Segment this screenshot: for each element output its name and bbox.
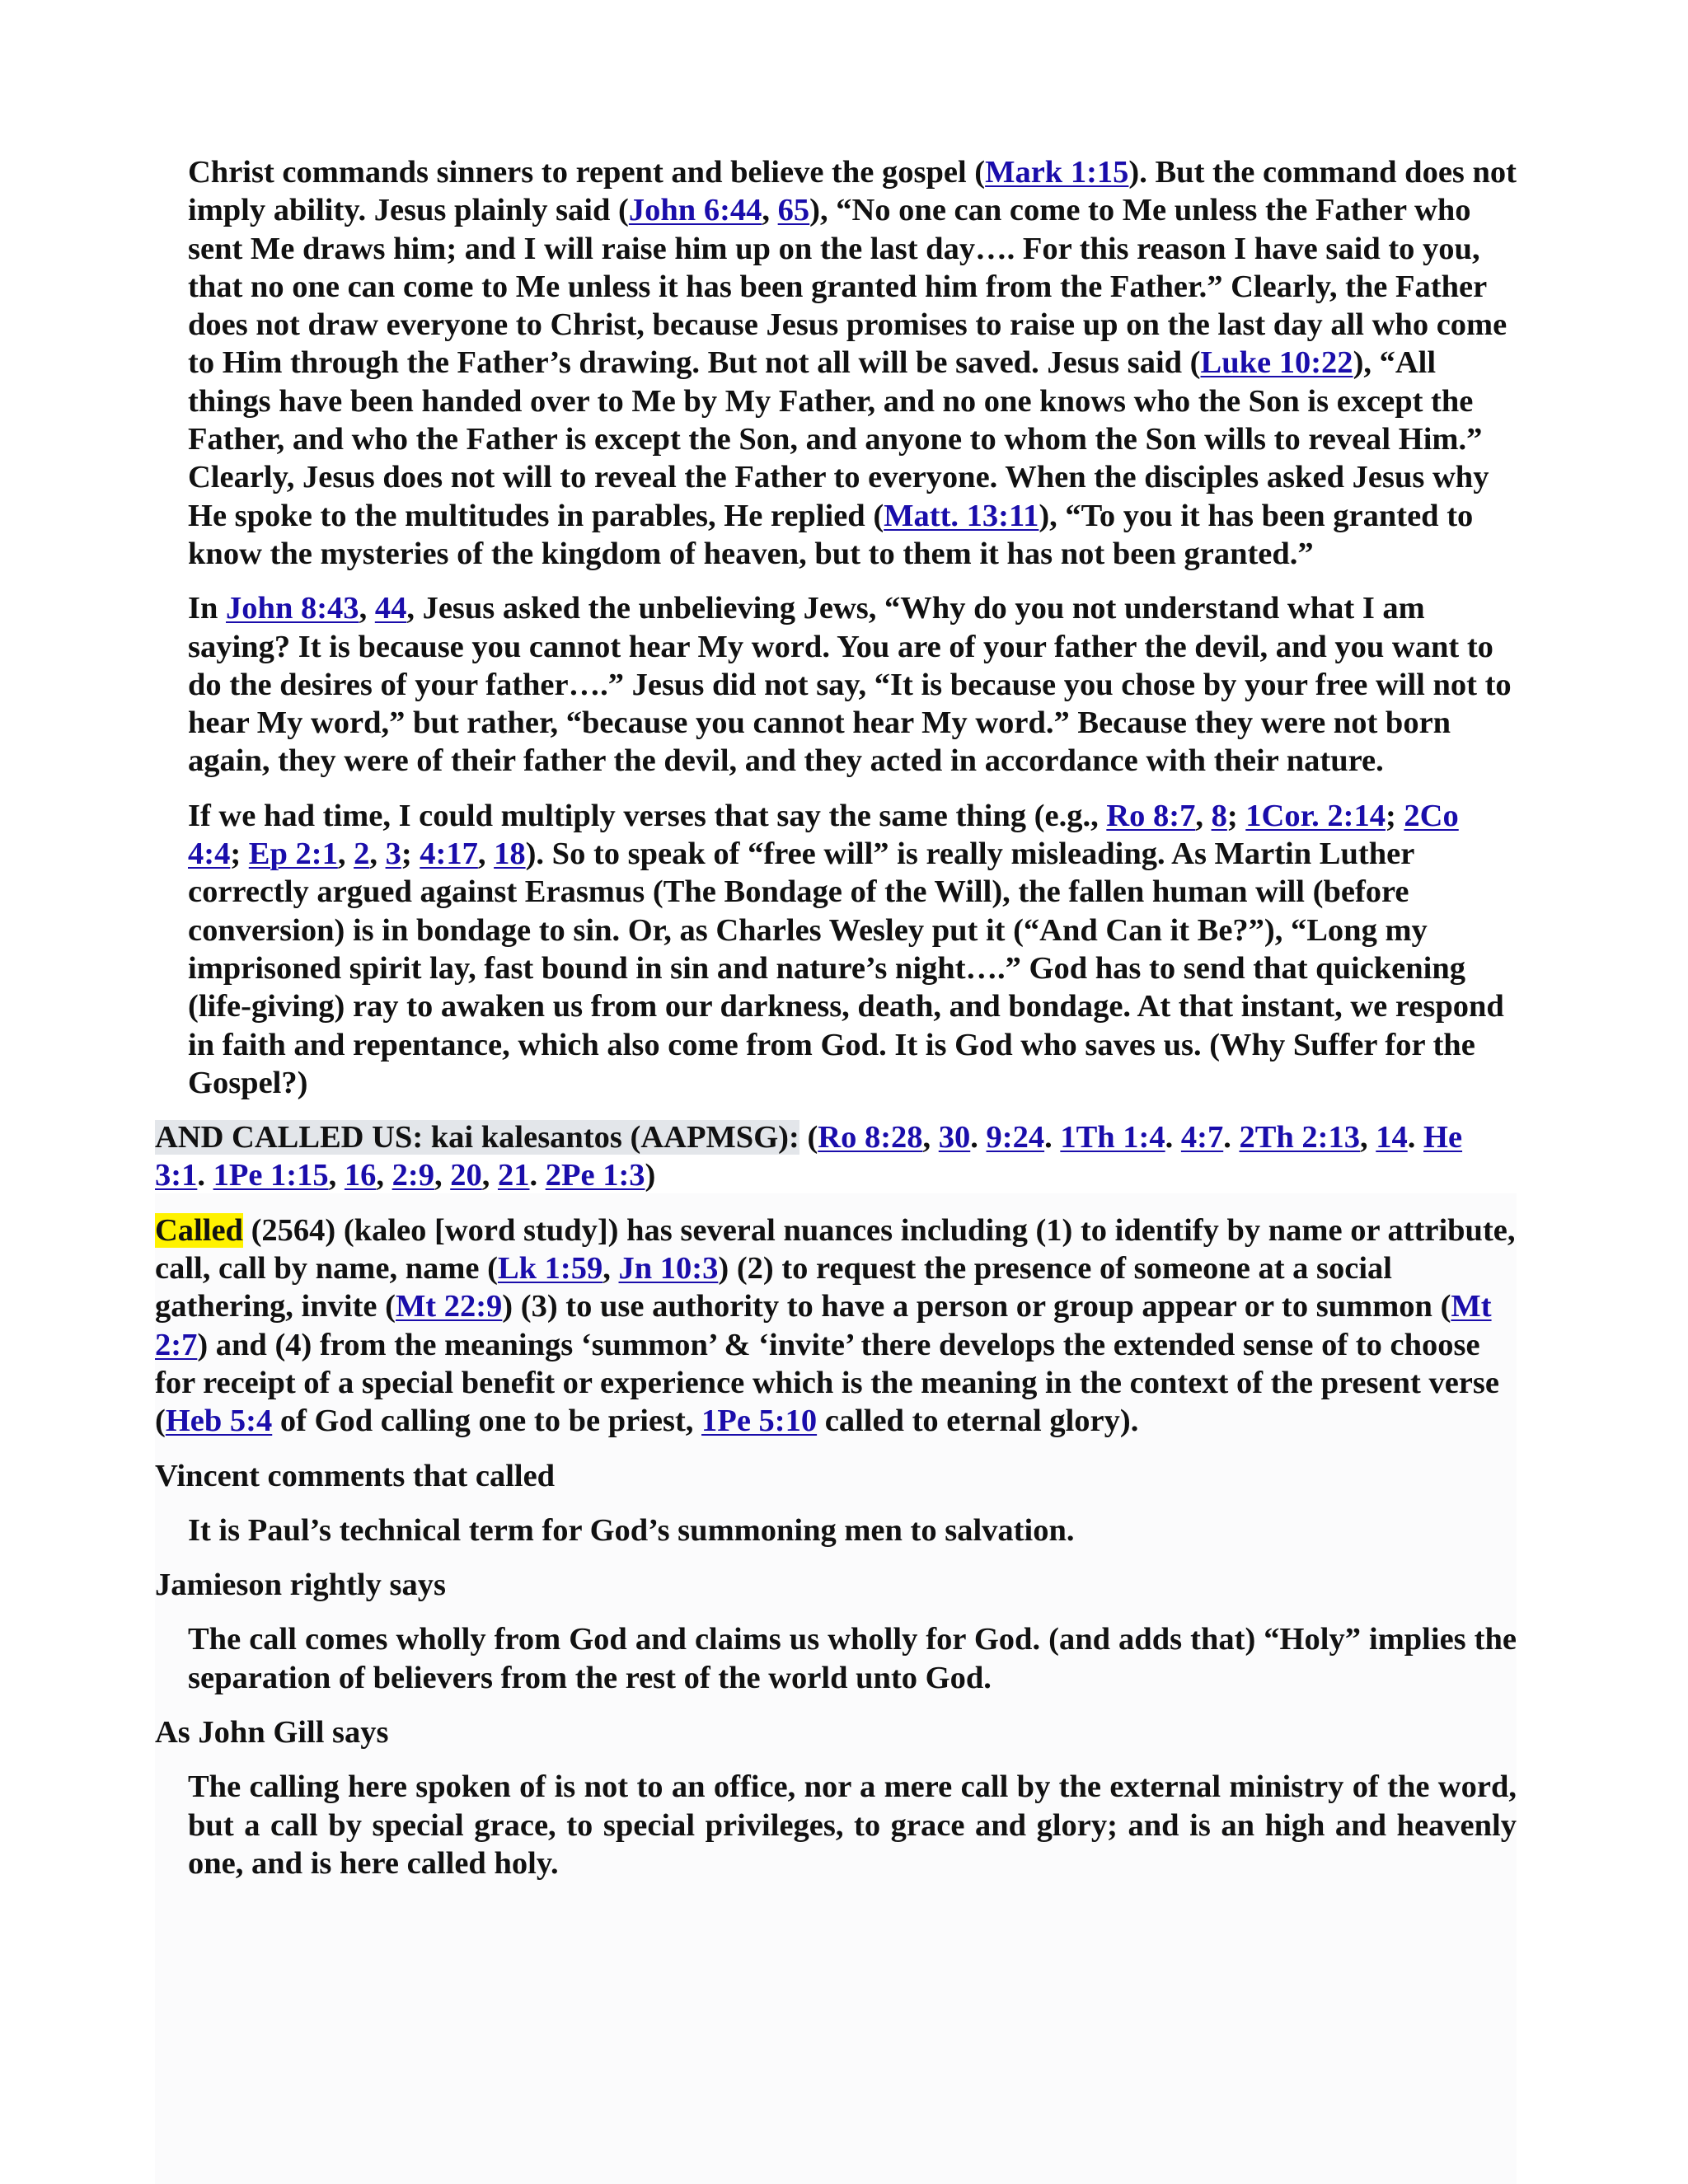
scripture-link[interactable]: 2Co 4:4 [188, 798, 1459, 872]
scripture-link[interactable]: Luke 10:22 [1200, 345, 1353, 381]
paragraph-john-8: In John 8:43, 44, Jesus asked the unbelieving Jews, “Why do you not understand what I am saying? It is because you cannot hear My word. You are of your father the devil, and you want to do the desires of your father….” Jesus did not say, “It is because you chose by your free will not to hear My word,” but rather, “because you cannot hear My word.” Because they were not born again, they were of their father the devil, and they acted in accordance with their nature. [188, 591, 1512, 779]
scripture-link[interactable]: 8 [1211, 798, 1227, 833]
scripture-link[interactable]: Ep 2:1 [248, 837, 338, 872]
scripture-link[interactable]: Mark 1:15 [985, 155, 1129, 190]
vincent-quote: It is Paul’s technical term for God’s summoning men to salvation. [188, 1512, 1075, 1548]
scripture-link[interactable]: 4:7 [1180, 1120, 1224, 1155]
scripture-link[interactable]: Jn 10:3 [618, 1251, 719, 1286]
scripture-link[interactable]: 1Cor. 2:14 [1245, 798, 1386, 833]
scripture-link[interactable]: 21 [497, 1158, 530, 1193]
gill-intro: As John Gill says [155, 1714, 389, 1750]
scripture-link[interactable]: John 6:44 [628, 193, 762, 228]
heading-label: AND CALLED US: kai kalesantos (AAPMSG): [155, 1120, 799, 1155]
scripture-link[interactable]: 2:9 [392, 1158, 434, 1193]
scripture-link[interactable]: 3 [385, 837, 401, 872]
scripture-link[interactable]: 16 [344, 1158, 377, 1193]
section-heading: AND CALLED US: kai kalesantos (AAPMSG): (Ro 8:28, 30. 9:24. 1Th 1:4. 4:7. 2Th 2:13, 14. He 3:1. 1Pe 1:15, 16, 2:9, 20, 21. 2Pe 1:3) [155, 1120, 1463, 1193]
paragraph-bondage: If we had time, I could multiply verses that say the same thing (e.g., Ro 8:7, 8; 1Cor. 2:14; 2Co 4:4; Ep 2:1, 2, 3; 4:17, 18). So to speak of “free will” is really misleading. As Martin Luther correctly argued against Erasmus (The Bondage of the Will), the fallen human will (before conversion) is in bondage to sin. Or, as Charles Wesley put it (“And Can it Be?”), “Long my imprisoned spirit lay, fast bound in sin and nature’s night….” God has to send that quickening (life-giving) ray to awaken us from our darkness, death, and bondage. At that instant, we respond in faith and repentance, which also come from God. It is God who saves us. (Why Suffer for the Gospel?) [188, 798, 1504, 1100]
scripture-link[interactable]: Mt 22:9 [395, 1289, 503, 1324]
scripture-link[interactable]: 65 [777, 193, 810, 228]
paragraph-called-definition: Called (2564) (kaleo [word study]) has several nuances including (1) to identify by name or attribute, call, call by name, name (Lk 1:59, Jn 10:3) (2) to request the presence of someone at a social gathering, invite (Mt 22:9) (3) to use authority to have a person or group appear or to summon (Mt 2:7) and (4) from the meanings ‘summon’ & ‘invite’ there develops the extended sense of to choose for receipt of a special benefit or experience which is the meaning in the context of the present verse (Heb 5:4 of God calling one to be priest, 1Pe 5:10 called to eternal glory). [155, 1212, 1516, 1439]
scripture-link[interactable]: 30 [938, 1120, 971, 1155]
scripture-link[interactable]: Matt. 13:11 [884, 498, 1039, 533]
scripture-link[interactable]: 14 [1376, 1120, 1408, 1155]
paragraph-free-will: Christ commands sinners to repent and believe the gospel (Mark 1:15). But the command does not imply ability. Jesus plainly said (John 6:44, 65), “No one can come to Me unless the Father who sent Me draws him; and I will raise him up on the last day…. For this reason I have said to you, that no one can come to Me unless it has been granted him from the Father.” Clearly, the Father does not draw everyone to Christ, because Jesus promises to raise up on the last day all who come to Him through the Father’s drawing. But not all will be saved. Jesus said (Luke 10:22), “All things have been handed over to Me by My Father, and no one knows who the Son is except the Father, and who the Father is except the Son, and anyone to whom the Son wills to reveal Him.” Clearly, Jesus does not will to reveal the Father to everyone. When the disciples asked Jesus why He spoke to the multitudes in parables, He replied (Matt. 13:11), “To you it has been granted to know the mysteries of the kingdom of heaven, but to them it has not been granted.” [188, 155, 1517, 571]
scripture-link[interactable]: 1Pe 5:10 [701, 1404, 818, 1439]
scripture-link[interactable]: Ro 8:7 [1106, 798, 1196, 833]
scripture-link[interactable]: 2 [354, 837, 370, 872]
vincent-intro: Vincent comments that called [155, 1458, 556, 1493]
scripture-link[interactable]: Ro 8:28 [818, 1120, 923, 1155]
scripture-link[interactable]: 9:24 [986, 1120, 1045, 1155]
document-page [155, 153, 1517, 1899]
scripture-link[interactable]: 1Pe 1:15 [213, 1158, 329, 1193]
scripture-link[interactable]: John 8:43 [226, 591, 359, 626]
scripture-link[interactable]: Mt 2:7 [155, 1289, 1492, 1362]
scripture-link[interactable]: 20 [450, 1158, 482, 1193]
scripture-link[interactable]: 2Pe 1:3 [545, 1158, 645, 1193]
scripture-link[interactable]: 2Th 2:13 [1239, 1120, 1361, 1155]
scripture-link[interactable]: Heb 5:4 [165, 1404, 273, 1439]
scripture-link[interactable]: 1Th 1:4 [1060, 1120, 1165, 1155]
gill-quote: The calling here spoken of is not to an office, nor a mere call by the external ministry of the word, but a call by special grace, to special privileges, to grace and glory; and is an high and heavenly one, and is here called holy. [188, 1769, 1517, 1881]
scripture-link[interactable]: He 3:1 [155, 1120, 1463, 1193]
scripture-link[interactable]: 18 [494, 837, 526, 872]
scripture-link[interactable]: Lk 1:59 [497, 1251, 603, 1286]
jamieson-quote: The call comes wholly from God and claims us wholly for God. (and adds that) “Holy” implies the separation of believers from the rest of the world unto God. [188, 1622, 1517, 1695]
highlighted-term: Called [155, 1212, 243, 1248]
jamieson-intro: Jamieson rightly says [155, 1568, 446, 1603]
scripture-link[interactable]: 4:17 [420, 837, 478, 872]
scripture-link[interactable]: 44 [374, 591, 407, 626]
